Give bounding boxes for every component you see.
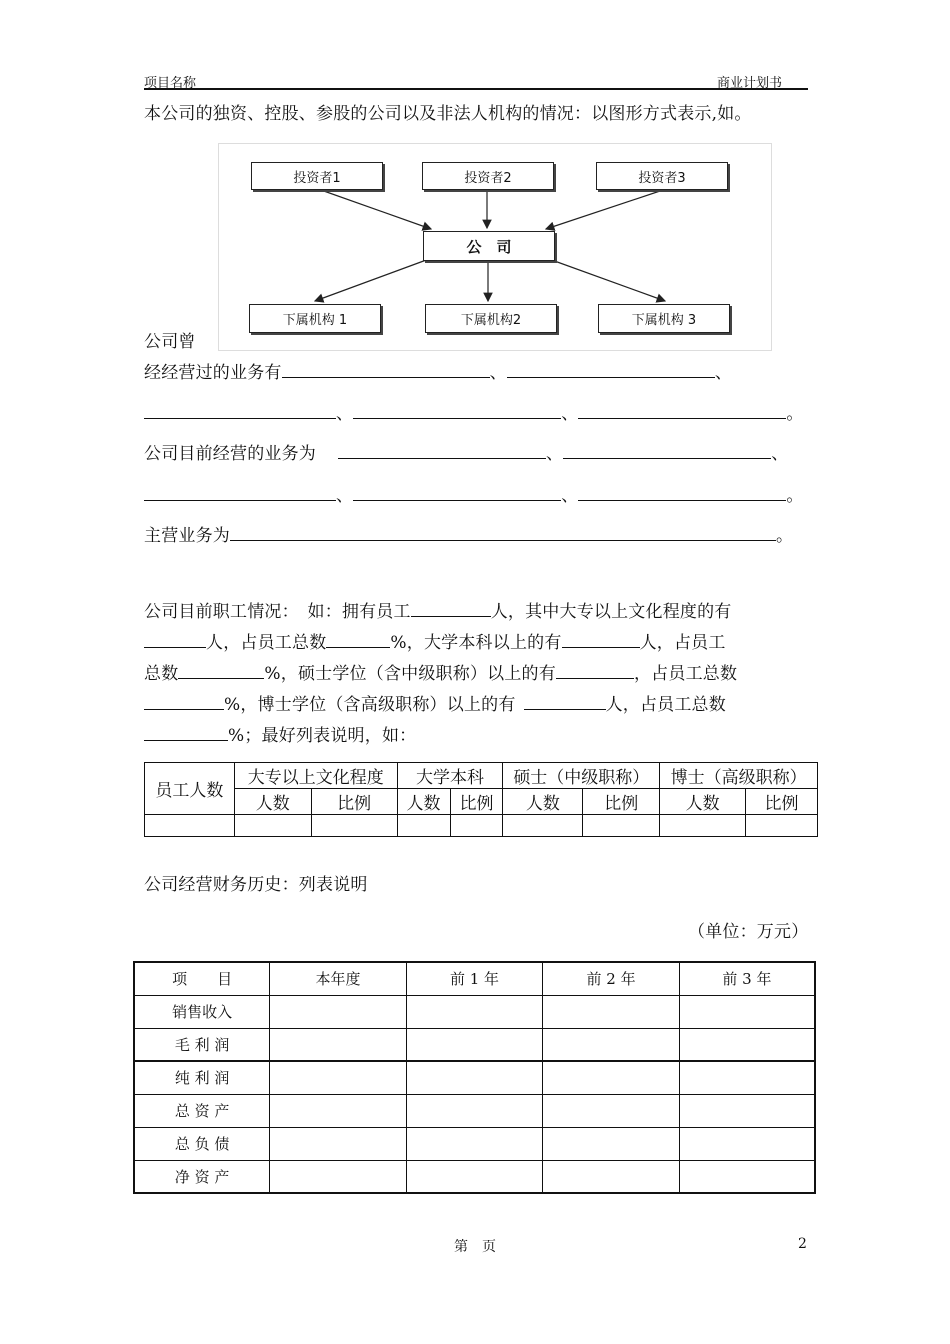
past-business-line-1 [144, 358, 732, 383]
table-cell[interactable] [679, 1160, 815, 1193]
group-header: 博士（高级职称） [660, 763, 818, 789]
table-cell[interactable] [679, 995, 815, 1028]
separator: 、 [336, 404, 354, 424]
group-header: 硕士（中级职称） [503, 763, 660, 789]
blank-field[interactable] [562, 633, 640, 648]
staff-text: 人，占员工总数 [605, 695, 726, 715]
staff-table [144, 762, 818, 837]
table-cell[interactable] [679, 1061, 815, 1094]
group-header: 大专以上文化程度 [234, 763, 397, 789]
table-row [134, 995, 815, 1028]
staff-text: %，博士学位（含高级职称）以上的有 [224, 695, 516, 715]
table-row [134, 1094, 815, 1127]
sub-header: 人数 [397, 789, 450, 815]
blank-field[interactable] [578, 404, 786, 419]
arrow-company-sub1 [315, 259, 429, 301]
sub-header: 比例 [746, 789, 818, 815]
arrow-company-sub3 [549, 259, 665, 301]
table-cell[interactable] [270, 1061, 407, 1094]
staff-text: 总数 [144, 664, 179, 684]
sub-header: 人数 [503, 789, 583, 815]
table-cell[interactable] [145, 815, 235, 837]
table-cell[interactable] [406, 1127, 543, 1160]
sub-header: 人数 [234, 789, 311, 815]
group-header: 大学本科 [397, 763, 503, 789]
header-doc-title: 商业计划书 [717, 76, 783, 91]
separator: 、 [546, 444, 564, 464]
blank-field[interactable] [230, 526, 776, 541]
finance-header: 本年度 [270, 962, 407, 995]
row-label: 纯 利 润 [134, 1061, 270, 1094]
blank-field[interactable] [353, 404, 561, 419]
blank-field[interactable] [144, 486, 336, 501]
blank-field[interactable] [326, 633, 390, 648]
table-row [134, 1160, 815, 1193]
table-cell[interactable] [679, 1094, 815, 1127]
staff-count-header: 员工人数 [145, 763, 235, 815]
blank-field[interactable] [524, 695, 606, 710]
finance-header-row [134, 962, 815, 995]
blank-field[interactable] [144, 633, 206, 648]
separator: 、 [771, 444, 789, 464]
table-cell[interactable] [406, 995, 543, 1028]
past-business-prefix: 公司曾 [144, 332, 196, 352]
table-cell[interactable] [746, 815, 818, 837]
table-row [145, 815, 818, 837]
row-label: 总 资 产 [134, 1094, 270, 1127]
finance-header: 项 目 [134, 962, 270, 995]
finance-title: 公司经营财务历史：列表说明 [144, 875, 368, 895]
blank-field[interactable] [144, 404, 336, 419]
header-project-name: 项目名称 [144, 76, 197, 91]
subsidiary-2-box: 下属机构2 [425, 304, 557, 333]
staff-line-4 [144, 690, 726, 715]
table-cell[interactable] [270, 1160, 407, 1193]
table-cell[interactable] [406, 1094, 543, 1127]
blank-field[interactable] [578, 486, 786, 501]
table-cell[interactable] [406, 1028, 543, 1061]
intro-text: 本公司的独资、控股、参股的公司以及非法人机构的情况：以图形方式表示,如。 [144, 104, 752, 124]
past-business-line-2 [144, 399, 804, 424]
header-rule [144, 88, 808, 90]
table-cell[interactable] [583, 815, 660, 837]
table-cell[interactable] [450, 815, 503, 837]
staff-text: ，占员工总数 [633, 664, 738, 684]
staff-line-1 [144, 597, 732, 622]
row-label: 总 负 债 [134, 1127, 270, 1160]
table-cell[interactable] [270, 1127, 407, 1160]
current-business-label: 公司目前经营的业务为 [144, 444, 316, 464]
table-cell[interactable] [270, 1028, 407, 1061]
current-business-line-2 [144, 481, 804, 506]
arrow-investor1-company [321, 190, 431, 229]
separator: 、 [336, 486, 354, 506]
blank-field[interactable] [144, 726, 228, 741]
arrow-investor3-company [546, 190, 663, 229]
separator: 、 [561, 404, 579, 424]
table-cell[interactable] [660, 815, 746, 837]
table-cell[interactable] [270, 995, 407, 1028]
period: 。 [786, 486, 804, 506]
blank-field[interactable] [282, 363, 490, 378]
blank-field[interactable] [411, 602, 491, 617]
separator: 、 [714, 363, 733, 383]
investor-1-box: 投资者1 [251, 162, 383, 190]
footer-page-label: 第 页 [454, 1239, 496, 1255]
table-cell[interactable] [543, 1160, 680, 1193]
subsidiary-3-box: 下属机构 3 [598, 304, 730, 333]
separator: 、 [489, 363, 507, 383]
blank-field[interactable] [144, 695, 224, 710]
table-cell[interactable] [543, 995, 680, 1028]
row-label: 毛 利 润 [134, 1028, 270, 1061]
table-cell[interactable] [270, 1094, 407, 1127]
finance-table [133, 961, 816, 1194]
separator: 、 [561, 486, 579, 506]
table-row [134, 1127, 815, 1160]
sub-header: 比例 [311, 789, 397, 815]
table-cell[interactable] [543, 1127, 680, 1160]
staff-text: 人，占员工 [639, 633, 726, 653]
sub-header: 比例 [583, 789, 660, 815]
staff-line-2 [144, 628, 726, 653]
period: 。 [776, 526, 794, 546]
table-cell[interactable] [406, 1160, 543, 1193]
table-row [134, 1028, 815, 1061]
table-cell[interactable] [397, 815, 450, 837]
finance-header: 前 2 年 [543, 962, 680, 995]
blank-field[interactable] [178, 664, 264, 679]
table-cell[interactable] [543, 1028, 680, 1061]
table-cell[interactable] [679, 1127, 815, 1160]
main-business-label: 主营业务为 [144, 526, 230, 546]
blank-field[interactable] [556, 664, 634, 679]
table-cell[interactable] [406, 1061, 543, 1094]
staff-text: 公司目前职工情况： 如：拥有员工 [144, 602, 411, 622]
table-cell[interactable] [234, 815, 311, 837]
footer-page-number: 2 [798, 1236, 807, 1252]
finance-unit: （单位：万元） [688, 922, 809, 942]
subsidiary-1-box: 下属机构 1 [249, 304, 381, 333]
staff-text: 人，其中大专以上文化程度的有 [490, 602, 732, 622]
staff-text: %；最好列表说明，如： [228, 726, 417, 746]
org-diagram [218, 143, 772, 351]
sub-header: 比例 [450, 789, 503, 815]
finance-header: 前 1 年 [406, 962, 543, 995]
table-cell[interactable] [503, 815, 583, 837]
table-row [134, 1061, 815, 1094]
investor-2-box: 投资者2 [422, 162, 554, 190]
row-label: 净 资 产 [134, 1160, 270, 1193]
sub-header: 人数 [660, 789, 746, 815]
period: 。 [786, 404, 804, 424]
blank-field[interactable] [507, 363, 715, 378]
staff-text: %，大学本科以上的有 [390, 633, 562, 653]
staff-text: 人，占员工总数 [206, 633, 327, 653]
finance-header: 前 3 年 [679, 962, 815, 995]
investor-3-box: 投资者3 [596, 162, 728, 190]
table-cell[interactable] [679, 1028, 815, 1061]
table-cell[interactable] [543, 1094, 680, 1127]
staff-text: %，硕士学位（含中级职称）以上的有 [264, 664, 556, 684]
row-label: 销售收入 [134, 995, 270, 1028]
blank-field[interactable] [563, 444, 771, 459]
past-business-label: 经经营过的业务有 [144, 363, 282, 383]
company-box: 公 司 [423, 231, 555, 261]
table-cell[interactable] [543, 1061, 680, 1094]
main-business-line [144, 521, 793, 546]
staff-line-3 [144, 659, 737, 684]
blank-field[interactable] [353, 486, 561, 501]
blank-field[interactable] [338, 444, 546, 459]
staff-line-5 [144, 721, 416, 746]
current-business-line-1 [144, 439, 788, 464]
table-cell[interactable] [311, 815, 397, 837]
